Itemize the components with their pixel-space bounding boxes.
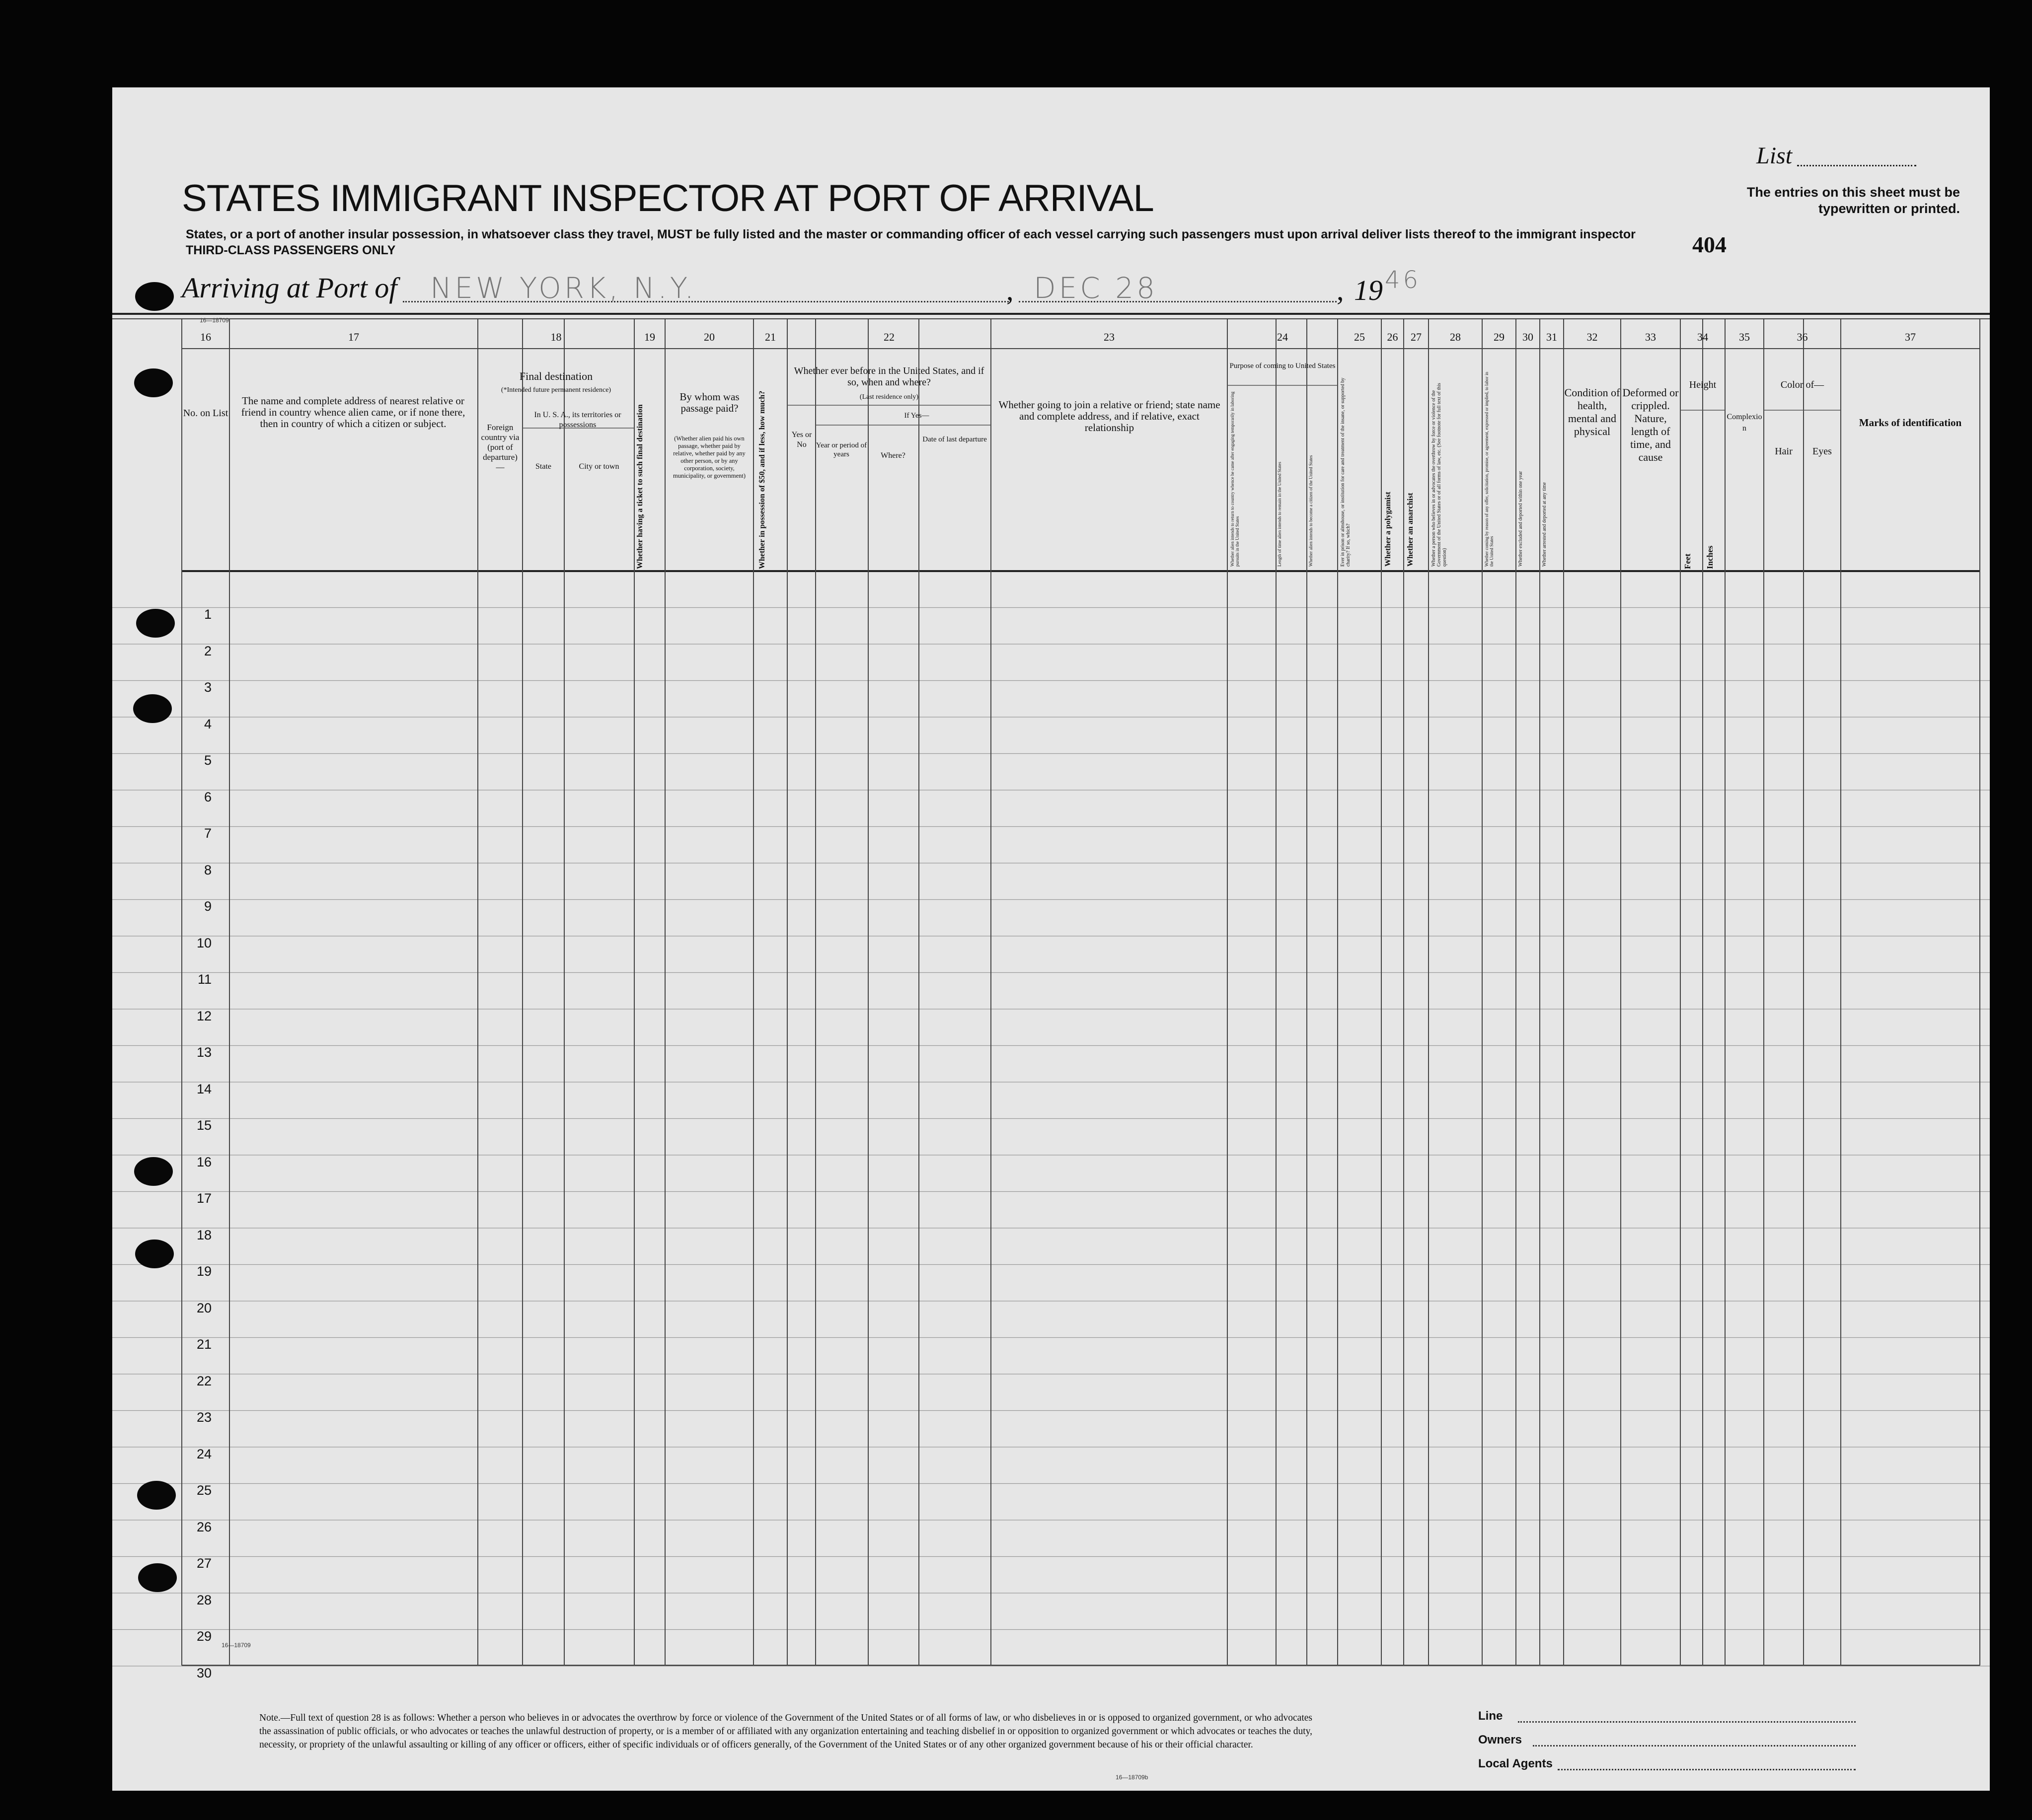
line-label: Line [1478,1709,1503,1723]
row-number: 13 [196,1045,212,1060]
row-number: 17 [196,1191,212,1206]
local-agents-label: Local Agents [1478,1757,1553,1770]
header-state: State [535,462,551,471]
row-number: 6 [204,789,212,804]
row-number: 19 [196,1264,212,1279]
form-number-top: 16—18709 [200,317,229,324]
col-number: 35 [1739,331,1750,343]
instructions-line: States, or a port of another insular possession, in whatsoever class they travel, MUST be fully listed and the master or commanding officer of each vessel carrying such passengers must upon arrival deliver lists thereof to the immigrant inspector [186,227,1636,241]
row-number: 10 [196,935,212,950]
row-number: 15 [196,1118,212,1133]
col-number: 19 [644,331,655,343]
header-deported: Whether arrested and deported at any time [1542,482,1547,567]
punch-hole [135,282,174,311]
row-number: 12 [196,1008,212,1023]
manifest-sheet [112,87,1990,1791]
punch-hole [135,1239,174,1268]
header-hair: Hair [1775,446,1793,457]
comma-1: , [1006,274,1014,306]
header-no-on-list: No. on List [183,408,228,419]
col-number: 24 [1277,331,1288,343]
header-fifty-dollars: Whether in possession of $50, and if less, how much? [758,390,766,569]
header-marks: Marks of identification [1859,417,1962,429]
header-going-to-join: Whether going to join a relative or friend; state name and complete address, and if relative, exact relationship [998,399,1220,434]
header-nearest-relative: The name and complete address of nearest relative or friend in country whence alien came, or if none there, then in country of which a citizen or subject. [241,395,465,430]
header-anarchist: Whether an anarchist [1406,493,1415,567]
col-number: 28 [1450,331,1461,343]
port-handwritten: NEW YORK, N.Y. [430,271,697,305]
header-last-departure: Date of last departure [922,436,987,443]
row-number: 27 [196,1556,212,1571]
sheet-number: 404 [1692,232,1727,257]
list-label: List [1756,143,1793,169]
col-number: 31 [1546,331,1557,343]
header-passage-paid: By whom was passage paid? [679,391,740,414]
header-final-destination: Final destination [519,370,593,382]
col-number: 23 [1104,331,1115,343]
date-handwritten: DEC 28 [1034,271,1158,305]
row-number: 26 [196,1519,212,1534]
comma-2: , [1337,274,1344,306]
arriving-label: Arriving at Port of [182,272,397,304]
punch-hole [134,368,173,397]
header-year-period: Year or period of years [816,441,867,458]
col-number: 37 [1905,331,1916,343]
row-number: 3 [204,680,212,695]
row-number: 24 [196,1446,212,1461]
col-number: 33 [1645,331,1656,343]
header-where: Where? [881,451,905,460]
header-purpose-citizen: Whether alien intends to become a citizen of the United States [1308,455,1313,567]
header-complexion: Complexion [1727,413,1762,433]
row-number: 25 [196,1483,212,1498]
row-number: 14 [196,1081,212,1096]
header-feet: Feet [1683,553,1692,569]
header-polygamist: Whether a polygamist [1384,492,1392,567]
punch-hole [137,1481,176,1510]
year-printed: 19 [1354,274,1383,306]
col-number: 30 [1522,331,1533,343]
header-city: City or town [579,462,619,471]
header-height: Height [1689,379,1717,390]
row-number: 2 [204,643,212,658]
header-health: Condition of health, mental and physical [1564,386,1620,437]
class-label: THIRD-CLASS PASSENGERS ONLY [186,243,396,257]
col-number: 34 [1697,331,1708,343]
col-number: 22 [884,331,895,343]
col-number: 29 [1494,331,1505,343]
row-number: 11 [197,972,212,987]
row-number: 23 [196,1410,212,1425]
footnote-question-28: Note.—Full text of question 28 is as follows: Whether a person who believes in or advocates the overthrow by force or violence of the Government of the United States or of all forms of law, or who disbelieves in or is opposed to organized government, or who advocates the assassination of public officials, or who advocates or teaches the unlawful destruction of property, or is a member of or affiliated with any organization entertaining and teaching disbelief in or opposition to organized government or which advocates or teaches the duty, necessity, or propriety of the unlawful assaulting or killing of any officer or officers, either of specific individuals or of officers generally, of the Government of the United States or of any other organized government because of his or their official character. [259,1713,1312,1750]
row-number: 18 [196,1227,212,1242]
col-number: 20 [704,331,715,343]
header-yes-or-no: Yes or No [791,431,812,449]
header-ever-before-us: Whether ever before in the United States, and if so, when and where? [794,365,984,388]
row-number: 21 [196,1337,212,1352]
header-excluded: Whether excluded and deported within one year [1518,471,1523,567]
form-number-note: 16—18709b [1116,1774,1148,1781]
local-agents-field[interactable] [1558,1769,1856,1770]
header-ever-before-note: (Last residence only) [859,393,919,401]
header-prison: Ever in prison or almshouse, or institution for care and treatment of the insane, or supported by charity? If so, which? [1340,377,1351,567]
col-number: 32 [1586,331,1598,343]
row-number: 30 [196,1665,212,1680]
header-eyes: Eyes [1812,446,1832,457]
row-number: 8 [204,862,212,877]
year-handwritten: 46 [1385,266,1422,294]
page-title: STATES IMMIGRANT INSPECTOR AT PORT OF ARRIVAL [182,177,1154,219]
header-if-yes: If Yes— [904,412,929,420]
row-number: 29 [196,1629,212,1644]
header-deformed: Deformed or crippled. Nature, length of time, and cause [1622,386,1679,463]
punch-hole [133,694,172,723]
header-purpose: Purpose of coming to United States [1229,362,1336,370]
typewritten-notice: The entries on this sheet must be typewritten or printed. [1746,185,1960,216]
header-labor-offer: Whether coming by reason of any offer, solicitation, promise, or agreement, expressed or implied, to labor in the United States [1484,371,1494,567]
row-number: 28 [196,1592,212,1607]
header-ticket: Whether having a ticket to such final destination [636,404,644,569]
row-number: 1 [204,607,212,622]
row-number: 20 [196,1300,212,1315]
row-number: 4 [204,716,212,731]
header-foreign-country: Foreign country via (port of departure)— [481,423,520,472]
col-number: 26 [1387,331,1398,343]
header-purpose-return: Whether alien intends to return to country whence he came after engaging temporarily in laboring pursuits in the United States [1230,391,1240,567]
owners-field[interactable] [1533,1745,1856,1747]
header-purpose-length: Length of time alien intends to remain in the United States [1277,462,1282,567]
col-number: 17 [348,331,359,343]
col-number: 27 [1411,331,1422,343]
row-number: 7 [204,826,212,841]
form-number-bottom: 16—18709 [222,1642,251,1649]
col-number: 21 [765,331,776,343]
row-number: 9 [204,899,212,914]
col-number: 25 [1354,331,1365,343]
row-number: 22 [196,1373,212,1388]
row-number: 5 [204,753,212,768]
col-number: 18 [550,331,562,343]
punch-hole [136,609,175,638]
header-final-destination-note: (*Intended future permanent residence) [501,386,611,394]
punch-hole [134,1157,173,1186]
header-overthrow: Whether a person who believes in or advocates the overthrow by force or violence of the Government of the United States or of all forms of law, etc. (See footnote for full text of this question) [1431,383,1447,567]
owners-label: Owners [1478,1733,1522,1747]
punch-hole [138,1563,177,1592]
line-field[interactable] [1518,1721,1856,1723]
row-number: 16 [196,1154,212,1169]
header-in-usa: In U. S. A., its territories or possessions [534,411,621,429]
col-number: 36 [1797,331,1808,343]
header-passage-paid-note: (Whether alien paid his own passage, whether paid by relative, whether paid by any other person, or by any corporation, society, municipality, or government) [673,435,746,479]
header-inches: Inches [1705,545,1715,569]
col-number: 16 [200,331,211,343]
header-color-of: Color of— [1780,379,1824,390]
